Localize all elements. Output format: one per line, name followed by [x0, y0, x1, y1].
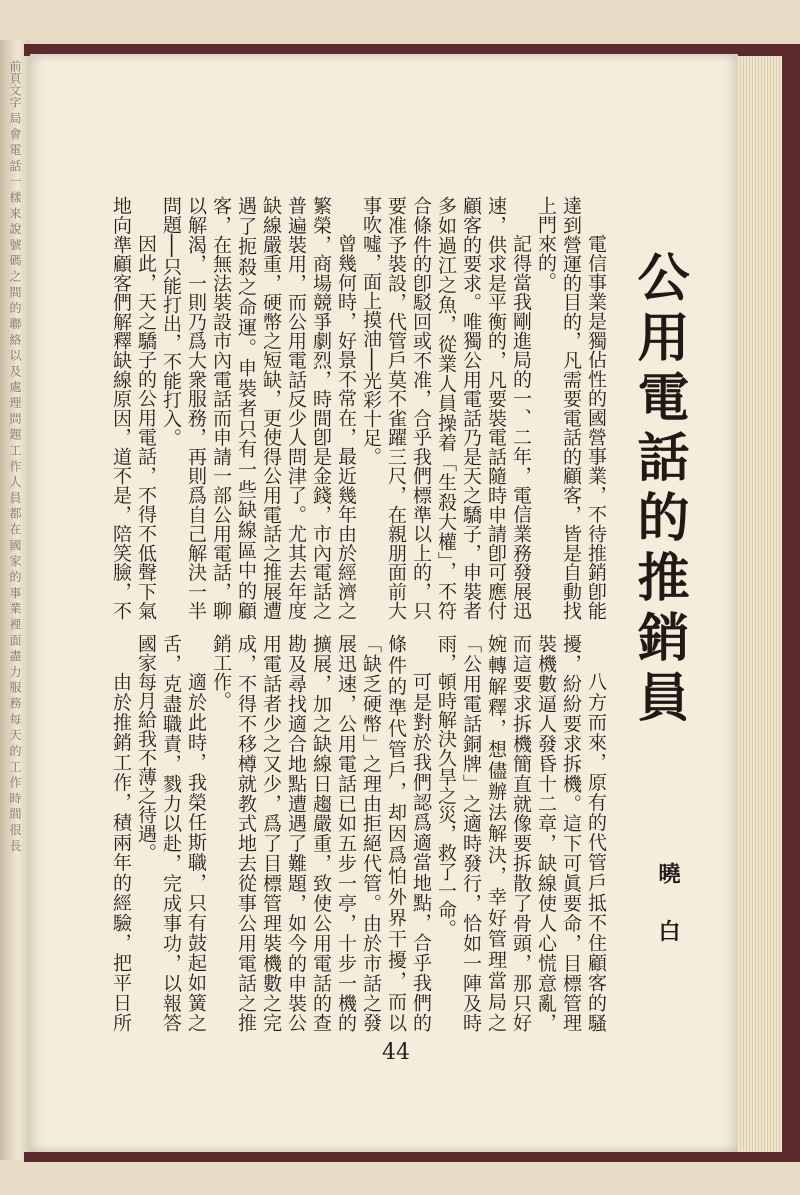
article-author: 曉 白	[655, 862, 681, 956]
article-body-upper	[108, 196, 608, 620]
page-edges	[738, 56, 786, 1152]
paragraph: 八方而來，原有的代管戶抵不住顧客的騷擾，紛紛要求拆機。這下可眞要命，目標管理裝機數逼人發昏十二章，缺線使人心慌意亂，而這要求拆機簡直就像要拆散了骨頭，那只好婉轉解釋，想儘辦法解決，幸好管理當局之「公用電話銅牌」之適時發行，恰如一陣及時雨，頓時解決久旱之災，救了一命。	[435, 634, 607, 1032]
book-cover-bottom	[24, 1152, 800, 1162]
paragraph: 記得當我剛進局的一、二年，電信業務發展迅速，供求是平衡的，凡要裝電話隨時申請卽可應付顧客的要求。唯獨公用電話乃是天之驕子，申裝者多如過江之魚，從業人員操着「生殺大權」，不符合條件的卽駁回或不准，合乎我們標準以上的，只要准予裝設，代管戶莫不雀躍三尺，在親朋面前大事吹噓，面上摸油──光彩十足。	[360, 196, 532, 620]
paragraph: 可是對於我們認爲適當地點，合乎我們的條件的準代管戶，却因爲怕外界干擾，而以「缺乏硬幣」之理由拒絕代管。由於市話之發展迅速，公用電話已如五步一亭，十步一機的擴展，加之缺線日趨嚴重，致使公用電話的查勘及尋找適合地點遭遇了難題，如今的申裝公用電話者少之又少，爲了目標管理裝機數之完成，不得不移樽就教式地去從事公用電話之推銷工作。	[210, 634, 432, 1032]
book-cover-right	[782, 44, 800, 1162]
page-number: 44	[382, 1040, 410, 1065]
article-body-lower	[108, 634, 608, 1032]
left-page-partial-text: 前頁文字 局 會 電 話 一 樣 來 說 號 碼 之 間 的 聯 絡 以 及 處 理 問 題 工 作 人 員 都 在 國 家 的 事 業 裡 面 盡 力 服 務 每 天 的 工 作 時 間 很 長	[8, 60, 22, 852]
paragraph: 適於此時，我榮任斯職，只有鼓起如簧之舌，克盡職責，戮力以赴，完成事功，以報答國家每月給我不薄之待遇。	[135, 634, 207, 1032]
paragraph: 因此，天之驕子的公用電話，不得不低聲下氣地向準顧客們解釋缺線原因，道不是，陪笑臉，不	[110, 196, 157, 620]
paragraph: 曾幾何時，好景不常在，最近幾年由於經濟之繁榮，商場競爭劇烈，時間卽是金錢，市內電話之普遍裝用，而公用電話反少人問津了。尤其去年度缺線嚴重，硬幣之短缺，更使得公用電話之推展遭遇了扼殺之命運。申裝者只有一些缺線區中的顧客，在無法裝設市內電話而申請一部公用電話，聊以解渴，一則乃爲大衆服務，再則爲自己解決一半問題──只能打出，不能打入。	[160, 196, 357, 620]
article-title: 公用電話的推銷員	[628, 250, 689, 730]
paragraph: 電信事業是獨佔性的國營事業，不待推銷卽能達到營運的目的，凡需要電話的顧客，皆是自動找上門來的。	[535, 196, 607, 620]
paragraph: 由於推銷工作，積兩年的經驗，把平日所	[110, 672, 132, 1032]
